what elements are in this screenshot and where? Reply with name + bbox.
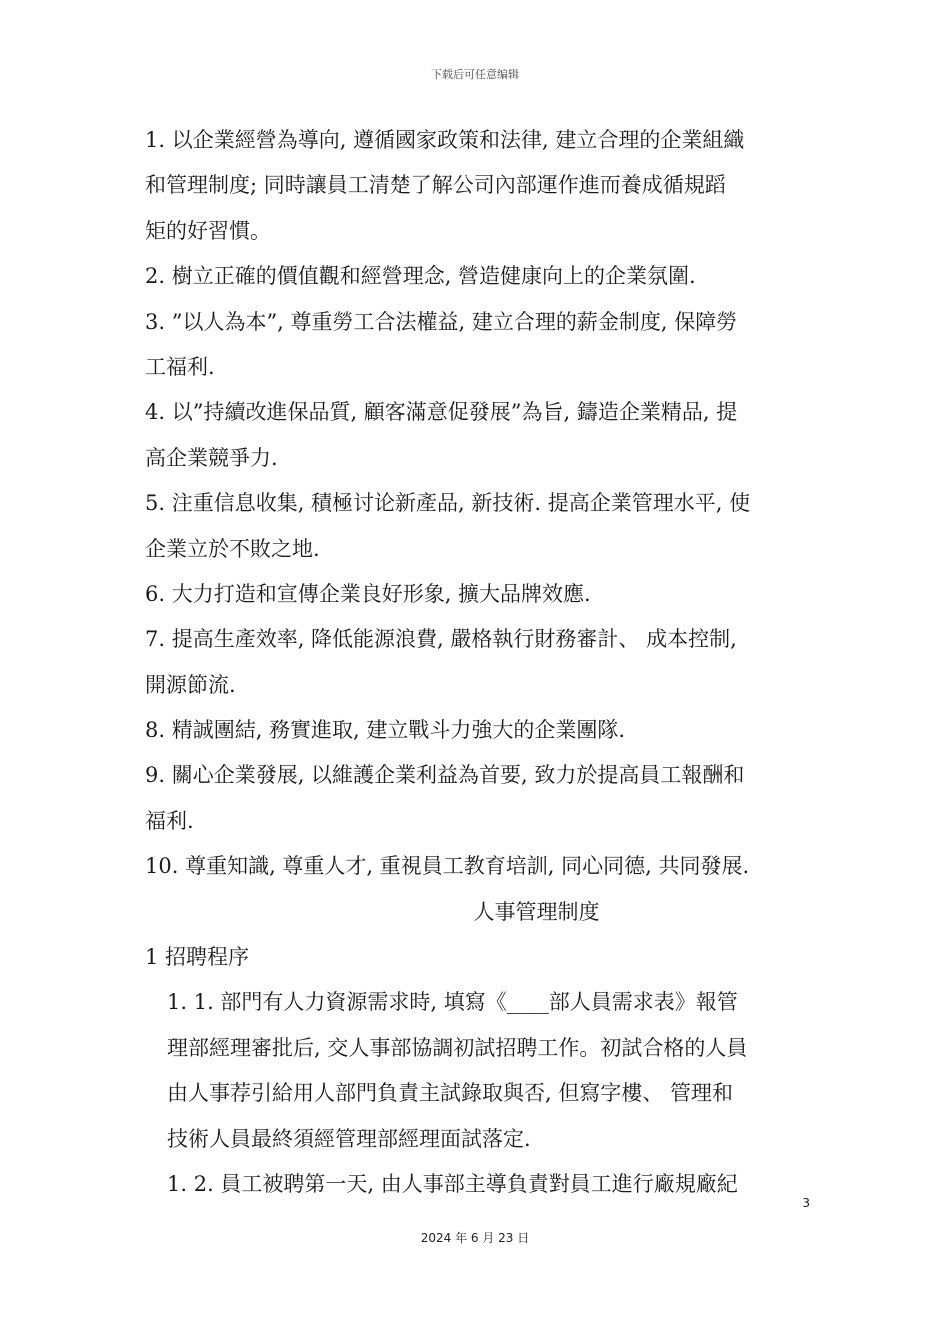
text-line: 技術人員最終須經管理部經理面試落定. xyxy=(167,1126,531,1151)
text-line: 和管理制度; 同時讓員工清楚了解公司內部運作進而養成循規蹈 xyxy=(145,173,726,198)
page-header: 下载后可任意编辑 xyxy=(431,68,519,81)
text-line: 福利. xyxy=(145,808,194,833)
text-line: 開源節流. xyxy=(145,672,236,697)
text-line: 由人事荐引給用人部門負責主試錄取與否, 但寫字樓、 管理和 xyxy=(167,1081,734,1106)
text-line: 高企業競爭力. xyxy=(145,445,278,470)
section-title: 人事管理制度 xyxy=(473,899,600,924)
text-line: 工福利. xyxy=(145,354,215,379)
text-line: 4. 以”持續改進保品質, 顧客滿意促發展”為旨, 鑄造企業精品, 提 xyxy=(145,400,738,425)
text-line: 1. 2. 員工被聘第一天, 由人事部主導負責對員工進行廠規廠紀 xyxy=(167,1171,738,1196)
text-line: 矩的好習慣。 xyxy=(145,218,271,243)
document-body xyxy=(145,118,810,1207)
text-line: 1. 以企業經營為導向, 遵循國家政策和法律, 建立合理的企業組織 xyxy=(145,128,745,152)
text-line: 理部經理審批后, 交人事部協調初試招聘工作。初試合格的人員 xyxy=(167,1035,748,1060)
text-line: 8. 精誠團結, 務實進取, 建立戰斗力強大的企業團隊. xyxy=(145,718,626,743)
text-line: 2. 樹立正確的價值觀和經營理念, 營造健康向上的企業氛圍. xyxy=(145,264,696,289)
text-line: 企業立於不敗之地. xyxy=(145,536,320,561)
text-line: 5. 注重信息收集, 積極讨论新產品, 新技術. 提高企業管理水平, 使 xyxy=(145,491,751,516)
section-heading: 1 招聘程序 xyxy=(145,945,250,970)
text-line: 6. 大力打造和宣傳企業良好形象, 擴大品牌效應. xyxy=(145,581,591,606)
text-line: 1. 1. 部門有人力資源需求時, 填寫《____部人員需求表》報管 xyxy=(167,990,738,1015)
text-line: 9. 關心企業發展, 以維護企業利益為首要, 致力於提高員工報酬和 xyxy=(145,763,745,788)
page-number: 3 xyxy=(802,1196,810,1210)
page-footer-date: 2024 年 6 月 23 日 xyxy=(420,1231,530,1245)
text-line: 3. ”以人為本”, 尊重勞工合法權益, 建立合理的薪金制度, 保障勞 xyxy=(145,309,738,334)
text-line: 10. 尊重知識, 尊重人才, 重視員工教育培訓, 同心同德, 共同發展. xyxy=(145,854,750,879)
text-line: 7. 提高生產效率, 降低能源浪費, 嚴格執行財務審計、 成本控制, xyxy=(145,627,737,652)
